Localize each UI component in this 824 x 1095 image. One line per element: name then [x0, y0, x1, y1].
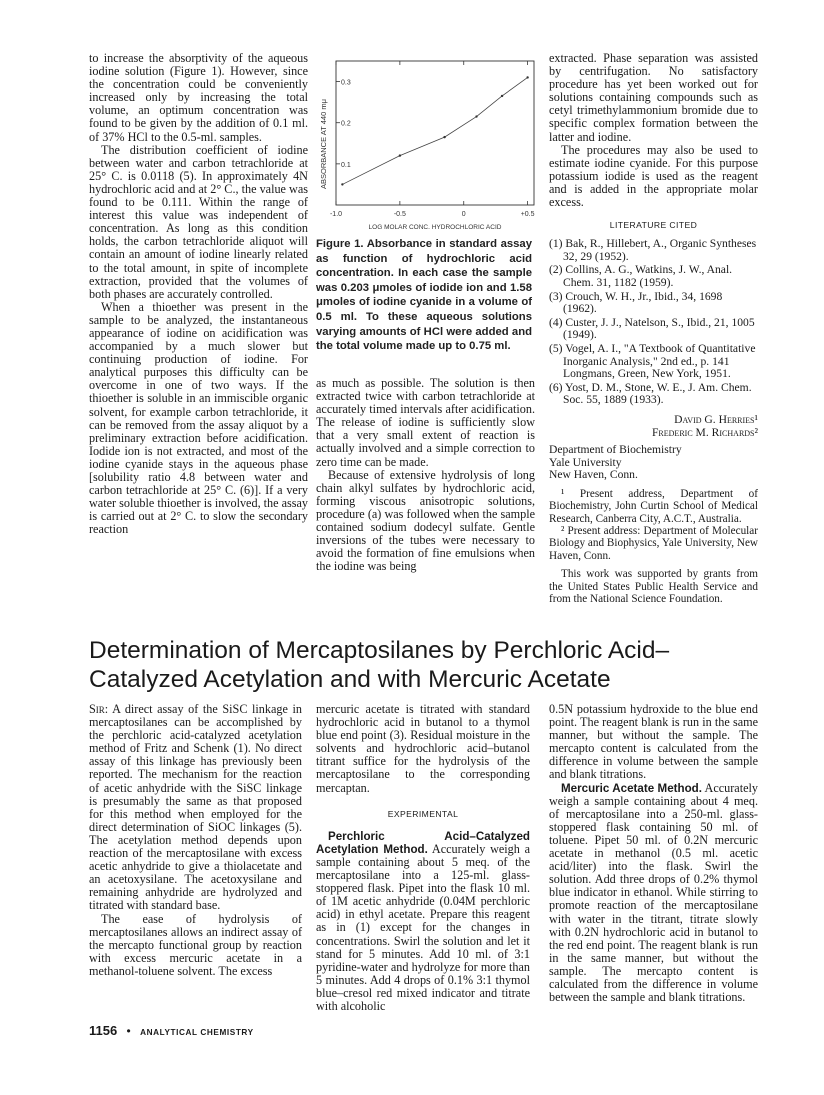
y-tick-labels	[341, 80, 351, 169]
paragraph: 0.5N potassium hydroxide to the blue end point. The reagent blank is run in the same manner, but without the sample. The mercapto content is calculated from the difference in volume between the sample and blank titrations.	[549, 702, 758, 782]
affiliation-line: Department of Biochemistry	[549, 442, 682, 456]
figure-ylabel: ABSORBANCE AT 440 mμ	[319, 99, 328, 189]
paragraph: mercuric acetate is titrated with standard hydrochloric acid in butanol to a thymol blue end point (3). Residual moisture in the solvents and hydrochloric acid–butanol titrant suffice for the hydrolysis of the mercaptosilane to the corresponding mercaptan.	[316, 702, 530, 795]
y-tick-label: 0.1	[341, 161, 351, 169]
data-curve	[342, 77, 527, 184]
paragraph: When a thioether was present in the sample to be analyzed, the instantaneous appearance of iodine on acidification was accompanied by a much slower but continuing production of iodine. For analytical purposes this difficulty can be overcome in one of two ways. If the thioether is soluble in an immiscible organic solvent, for example carbon tetrachloride, it can be removed from the assay aliquot by a preliminary extraction before acidification. Iodide ion is not extracted, and most of the iodine cyanide stays in the aqueous phase [solubility ratio 4.8 between water and carbon tetrachloride at 25° C. (6)]. If a very water soluble thioether is involved, the assay is carried out at 2° C. to slow the secondary reaction	[89, 299, 308, 537]
footnote-2: ² Present address: Department of Molecular Biology and Biophysics, Yale University, New Haven, Conn.	[549, 524, 758, 562]
axis-ticks	[336, 61, 528, 205]
paragraph: as much as possible. The solution is then extracted twice with carbon tetrachloride at accurately timed intervals after acidification. The release of iodine is sufficiently slow that a very small extent of reaction is actually involved and a simple correction to zero time can be made.	[316, 376, 535, 469]
reference-item: (5) Vogel, A. I., "A Textbook of Quantitative Inorganic Analysis," 2nd ed., p. 141 Longmans, Green, New York, 1951.	[549, 341, 756, 381]
top-column-2	[316, 377, 535, 573]
paragraph: The distribution coefficient of iodine between water and carbon tetrachloride at 25° C. is 0.0118 (5). In approximately 4N hydrochloric acid and at 2° C., the value was found to be 0.111. Within the range of interest this value was independent of concentration. As long as this condition holds, the carbon tetrachloride aliquot will contain an amount of iodine linearly related to the total amount, in spite of incomplete extraction, provided that the volumes of both phases are accurately controlled.	[89, 142, 308, 301]
procedure-text: Accurately weigh a sample containing about 5 meq. of the mercaptosilane into a 125-ml. glass-stoppered flask. Pipet into the flask 10 ml. of 1M acetic anhydride (0.04M perchloric acid) in ethyl acetate. Prepare this reagent as in (1) except for the changes in concentrations. Swirl the solution and let it stand for 5 minutes. Add 10 ml. of 3:1 pyridine-water and hydrolyze for more than 5 minutes. Add 4 drops of 0.1% 3:1 thymol blue–cresol red mixed indicator and titrate with alcoholic	[316, 841, 530, 1013]
data-point	[399, 154, 401, 156]
data-point	[341, 183, 343, 185]
author-2: Frederic M. Richards²	[651, 425, 758, 439]
paragraph: The ease of hydrolysis of mercaptosilanes allows an indirect assay of the mercapto functional group by reaction with excess mercuric acetate in a methanol-toluene solvent. The excess	[89, 911, 302, 978]
x-tick-label: -0.5	[393, 211, 406, 218]
page-footer	[89, 1023, 254, 1038]
journal-name: ANALYTICAL CHEMISTRY	[140, 1028, 254, 1037]
y-tick-label: 0.2	[341, 120, 351, 128]
paragraph: Because of extensive hydrolysis of long chain alkyl sulfates by hydrochloric acid, forming viscous anisotropic solutions, procedure (a) was followed when the sample contained sodium dodecyl sulfate. Gentle inversions of the tubes were necessary to avoid the formation of fine emulsions when the iodine was being	[316, 467, 535, 574]
x-tick-label: -1.0	[329, 211, 343, 218]
data-point	[443, 136, 445, 138]
footer-bullet: •	[126, 1024, 131, 1038]
runin-heading-mercuric: Mercuric Acetate Method.	[561, 781, 702, 795]
page-number: 1156	[89, 1023, 118, 1038]
paragraph: A direct assay of the SiSC linkage in mercaptosilanes can be accomplished by the perchloric acid-catalyzed acetylation method of Fritz and Schenk (1). No direct assay of this linkage has previously been reported. The mechanism for the reaction of acetic anhydride with the SiSC linkage is presumably the same as that proposed for this method when employed for the direct determination of SiOC linkages (5). The acetylation method depends upon reaction of the mercaptosilane with excess acetic anhydride to give a thiolacetate and an acetoxysilane. The acetoxysilane and remaining anhydride are hydrolyzed and titrated with standard base.	[89, 702, 302, 913]
article-title-line-2: Catalyzed Acetylation and with Mercuric Acetate	[89, 666, 611, 693]
footnote-1: ¹ Present address, Department of Biochemistry, John Curtin School of Medical Research, Canberra City, A.C.T., Australia.	[549, 487, 758, 525]
figure-caption: Figure 1. Absorbance in standard assay as function of hydrochloric acid concentration. In each case the sample was 0.203 μmoles of iodide ion and 1.58 μmoles of iodine cyanide in a volume of 0.5 ml. To these aqueous solutions varying amounts of HCl were added and the total volume made up to 0.75 ml.	[316, 238, 532, 353]
y-tick-label: 0.3	[341, 79, 351, 87]
figure-caption-block	[316, 237, 532, 354]
affiliation	[549, 444, 758, 482]
reference-item: (1) Bak, R., Hillebert, A., Organic Syntheses 32, 29 (1952).	[549, 237, 757, 263]
reference-item: (6) Yost, D. M., Stone, W. E., J. Am. Chem. Soc. 55, 1889 (1933).	[549, 380, 752, 407]
article-title	[89, 636, 789, 694]
data-point	[475, 115, 477, 117]
article-title-line-1: Determination of Mercaptosilanes by Perchloric Acid–	[89, 637, 670, 664]
runin-heading-acetylation: Perchloric Acid–Catalyzed Acetylation Method.	[316, 829, 530, 856]
paragraph: extracted. Phase separation was assisted by centrifugation. No satisfactory procedure has yet been worked out for solutions containing compounds such as cetyl trimethylammonium bromide due to specific complex formation between the latter and iodine.	[549, 51, 758, 144]
reference-item: (4) Custer, J. J., Natelson, S., Ibid., 21, 1005 (1949).	[549, 315, 755, 342]
reference-item: (2) Collins, A. G., Watkins, J. W., Anal. Chem. 31, 1182 (1959).	[549, 263, 733, 289]
figure-xlabel: LOG MOLAR CONC. HYDROCHLORIC ACID	[368, 224, 502, 231]
x-tick-label: 0	[461, 211, 466, 218]
experimental-heading: EXPERIMENTAL	[387, 808, 459, 819]
paragraph: to increase the absorptivity of the aqueous iodine solution (Figure 1). However, since the concentration could be conveniently increased only by increasing the total volume, an optimum concentration was found to be given by the addition of 0.1 ml. of 37% HCl to the 0.5-ml. samples.	[89, 51, 308, 144]
salutation: Sir:	[89, 702, 109, 716]
figure-1-chart	[312, 57, 538, 241]
x-tick-labels	[330, 211, 535, 218]
article-column-2	[316, 703, 530, 1013]
x-tick-label: +0.5	[520, 211, 535, 218]
reference-item: (3) Crouch, W. H., Jr., Ibid., 34, 1698 (1962).	[549, 289, 723, 316]
figure-1	[312, 57, 538, 241]
acknowledgment: This work was supported by grants from the United States Public Health Service and from the National Science Foundation.	[549, 568, 758, 605]
top-column-1	[89, 52, 308, 536]
literature-cited-heading: LITERATURE CITED	[609, 220, 698, 231]
reference-list	[549, 238, 758, 407]
data-points	[341, 76, 529, 185]
affiliation-line: New Haven, Conn.	[549, 468, 638, 482]
article-column-3	[549, 703, 758, 1004]
plot-frame	[336, 61, 534, 205]
data-point	[501, 95, 503, 97]
article-column-1	[89, 703, 302, 978]
paragraph: The procedures may also be used to estimate iodine cyanide. For this purpose potassium iodide is used as the reagent and is added in the appropriate molar excess.	[549, 142, 758, 210]
affiliation-line: Yale University	[549, 455, 622, 469]
procedure-text: Accurately weigh a sample containing about 4 meq. of mercaptosilane into a 250-ml. glass-stoppered flask containing 50 ml. of toluene. Pipet 50 ml. of 0.2N mercuric acetate in methanol (0.5 ml. acetic acid/liter) into the flask. Swirl the solution. Add three drops of 0.2% thymol blue indicator in ethanol. While stirring to promote reaction of the mercaptosilane with water in the titrant, titrate slowly with 0.2N hydrochloric acid in butanol to the red end point. The reagent blank is run in the same manner, but without the sample. The mercapto content is calculated from the difference in volume between the sample and blank titrations.	[549, 780, 758, 1005]
data-point	[526, 76, 528, 78]
top-column-3	[549, 52, 758, 605]
author-1: David G. Herries¹	[674, 412, 758, 426]
